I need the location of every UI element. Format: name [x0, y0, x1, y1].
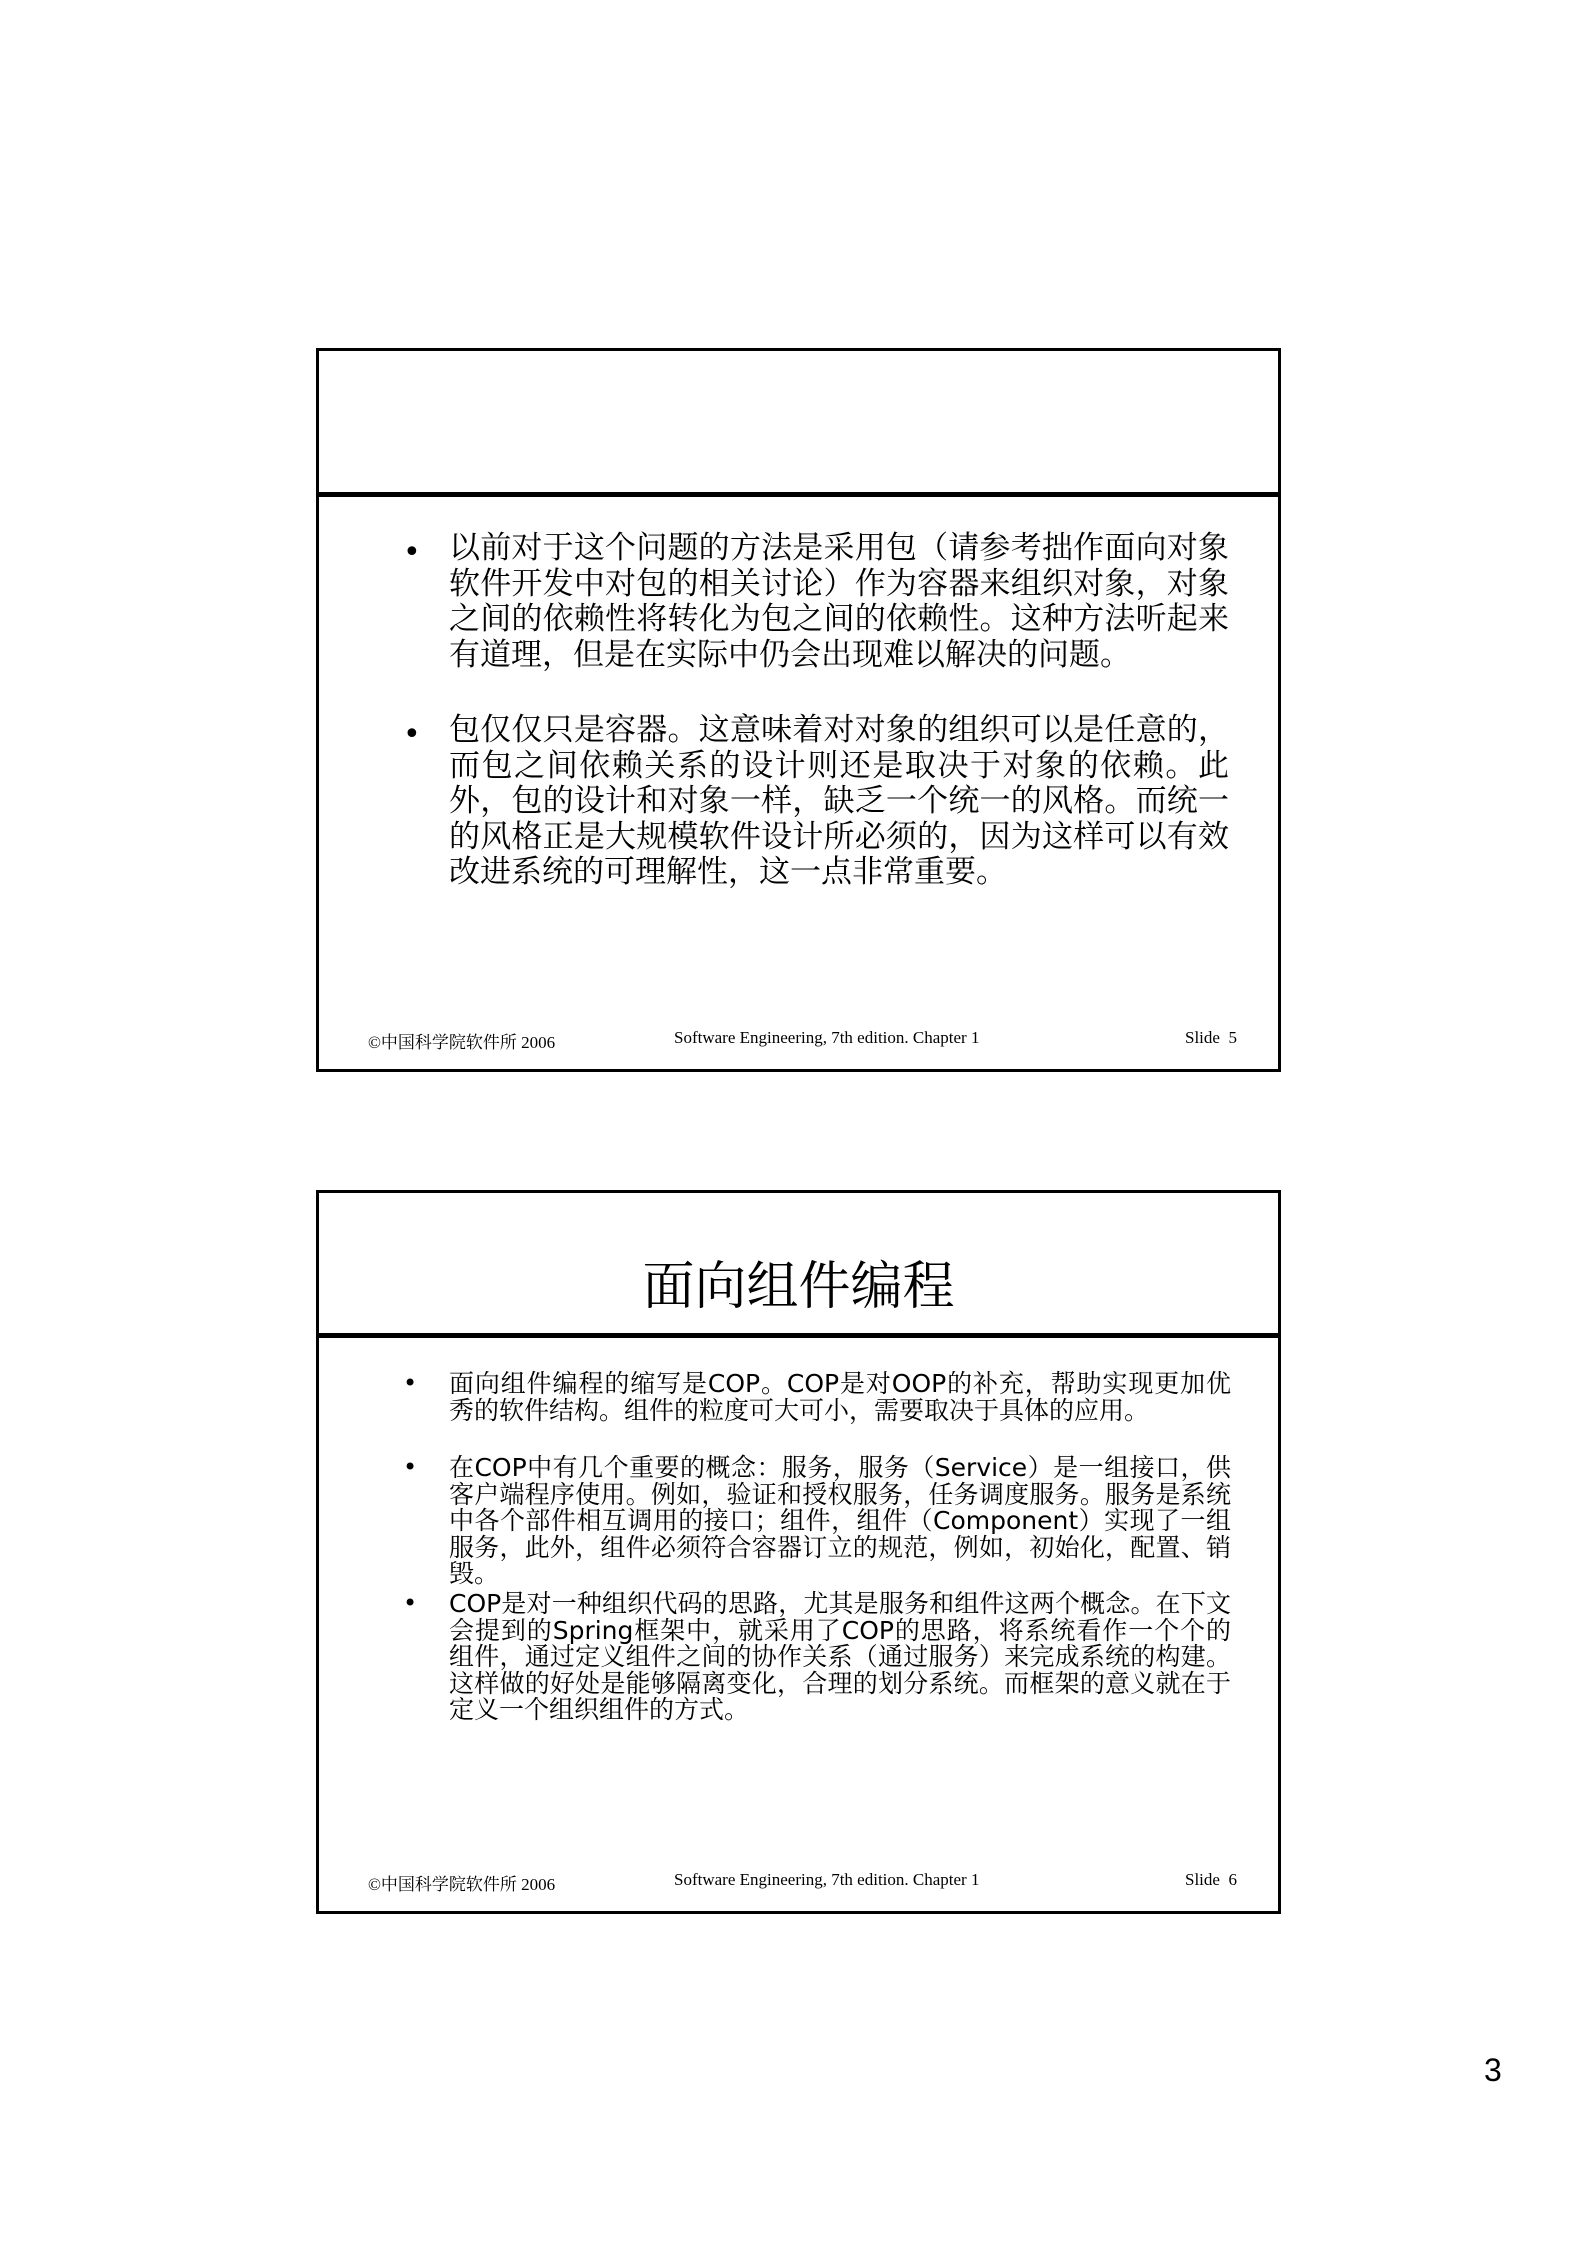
bullet-text: COP是对一种组织代码的思路，尤其是服务和组件这两个概念。在下文会提到的Spring框架中，就采用了COP的思路，将系统看作一个个的组件，通过定义组件之间的协作关系（通过服务）来完成系统的构建。这样做的好处是能够隔离变化，合理的划分系统。而框架的意义就在于定义一个组织组件的方式。 — [449, 1589, 1231, 1724]
bullet-icon: • — [403, 1369, 418, 1397]
bullet-text: 在COP中有几个重要的概念：服务，服务（Service）是一组接口，供客户端程序使用。例如，验证和授权服务，任务调度服务。服务是系统中各个部件相互调用的接口；组件，组件（Component）实现了一组服务，此外，组件必须符合容器订立的规范，例如，初始化，配置、销毁。 — [449, 1453, 1231, 1588]
bullet-icon: • — [403, 1589, 418, 1617]
bullet-icon: • — [403, 535, 421, 570]
title-divider — [319, 492, 1278, 497]
slide-5 — [316, 348, 1281, 1072]
bullet-text: 包仅仅只是容器。这意味着对对象的组织可以是任意的，而包之间依赖关系的设计则还是取决于对象的依赖。此外，包的设计和对象一样，缺乏一个统一的风格。而统一的风格正是大规模软件设计所必须的，因为这样可以有效改进系统的可理解性，这一点非常重要。 — [449, 712, 1229, 890]
footer-copyright: ©中国科学院软件所 2006 — [368, 1033, 556, 1052]
slide-title: 面向组件编程 — [642, 1257, 955, 1317]
footer-book: Software Engineering, 7th edition. Chapter 1 — [674, 1028, 980, 1047]
footer-slide-number: Slide 5 — [1185, 1028, 1237, 1047]
bullet-icon: • — [403, 717, 421, 752]
bullet-text: 以前对于这个问题的方法是采用包（请参考拙作面向对象软件开发中对包的相关讨论）作为容器来组织对象，对象之间的依赖性将转化为包之间的依赖性。这种方法听起来有道理，但是在实际中仍会出现难以解决的问题。 — [449, 530, 1229, 673]
footer-book: Software Engineering, 7th edition. Chapter 1 — [674, 1870, 980, 1889]
bullet-text: 面向组件编程的缩写是COP。COP是对OOP的补充，帮助实现更加优秀的软件结构。组件的粒度可大可小，需要取决于具体的应用。 — [449, 1369, 1231, 1425]
footer-copyright: ©中国科学院软件所 2006 — [368, 1875, 556, 1894]
bullet-icon: • — [403, 1453, 418, 1481]
footer-slide-number: Slide 6 — [1185, 1870, 1237, 1889]
page-number: 3 — [1484, 2052, 1502, 2088]
slide-6 — [316, 1190, 1281, 1914]
title-divider — [319, 1333, 1278, 1338]
